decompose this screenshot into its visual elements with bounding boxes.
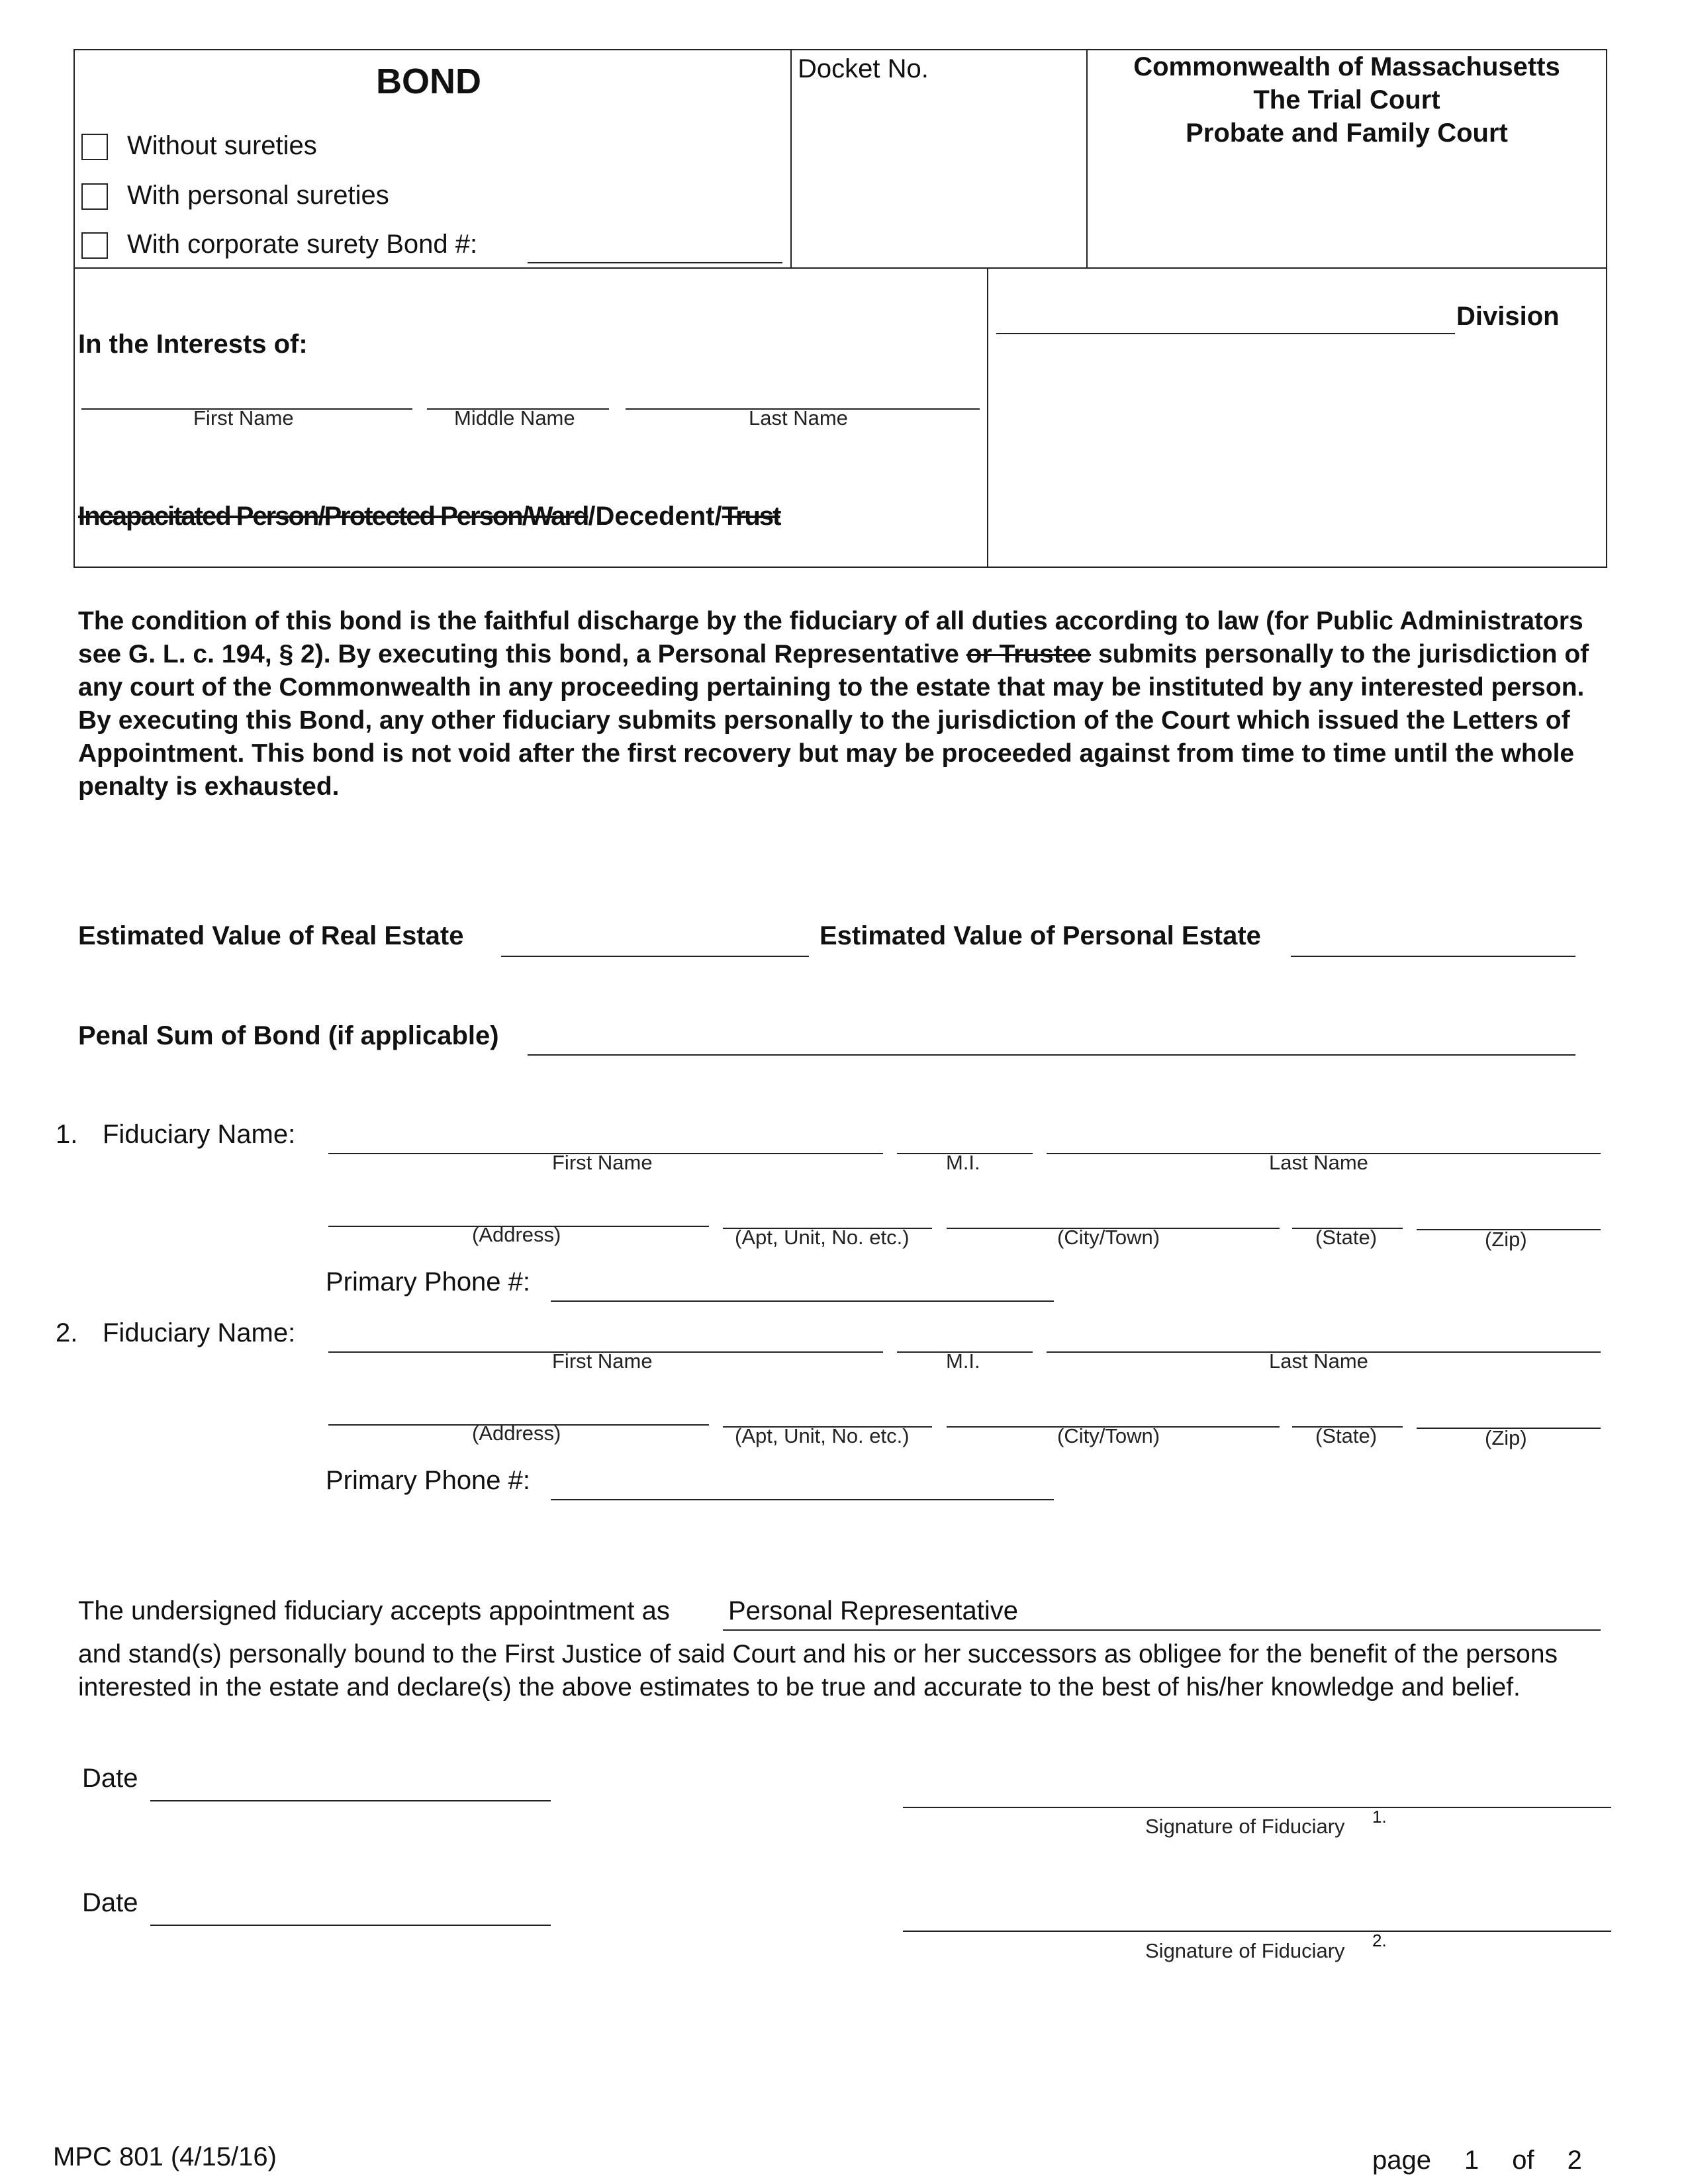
fiduciary-2-zip-caption: (Zip) xyxy=(1485,1426,1527,1449)
interest-role xyxy=(78,502,780,531)
date-1-label: Date xyxy=(82,1764,138,1793)
checkbox-personal-sureties-label: With personal sureties xyxy=(127,181,389,210)
acceptance-lead: The undersigned fiduciary accepts appointment as xyxy=(78,1596,670,1625)
date-2-label: Date xyxy=(82,1888,138,1917)
division-field[interactable] xyxy=(996,333,1455,334)
docket-number-field[interactable] xyxy=(794,93,1079,258)
fiduciary-2-address-caption: (Address) xyxy=(472,1422,561,1445)
acceptance-body: and stand(s) personally bound to the First Justice of said Court and his or her successors as obligee for the benefit of the persons interested in the estate and declare(s) the above estimates to be true and accurate to the best of his/her knowledge and belief. xyxy=(78,1640,1558,1702)
fiduciary-1-phone-field[interactable] xyxy=(551,1300,1054,1302)
signature-2-caption: Signature of Fiduciary xyxy=(1145,1939,1345,1962)
interest-role-kept: /Decedent/ xyxy=(588,502,722,531)
fiduciary-2-first-name-caption: First Name xyxy=(552,1349,653,1373)
court-heading xyxy=(1086,50,1607,150)
appointment-role-field xyxy=(723,1629,1601,1631)
fiduciary-1-number: 1. xyxy=(56,1120,78,1149)
appointment-role-value[interactable]: Personal Representative xyxy=(728,1596,1019,1625)
court-line-1: Commonwealth of Massachusetts xyxy=(1133,52,1560,81)
fiduciary-1-label: Fiduciary Name: xyxy=(103,1120,296,1149)
court-line-2: The Trial Court xyxy=(1253,85,1440,114)
interest-last-name-caption: Last Name xyxy=(749,406,848,430)
fiduciary-1-city-caption: (City/Town) xyxy=(1057,1226,1160,1249)
court-line-3: Probate and Family Court xyxy=(1186,118,1508,148)
of-word: of xyxy=(1512,2146,1534,2175)
fiduciary-2-mi-caption: M.I. xyxy=(946,1349,980,1373)
signature-2-number: 2. xyxy=(1372,1931,1387,1950)
fiduciary-2-last-name-caption: Last Name xyxy=(1269,1349,1368,1373)
real-estate-label: Estimated Value of Real Estate xyxy=(78,921,464,950)
form-title: BOND xyxy=(376,62,481,101)
division-label: Division xyxy=(1456,302,1560,331)
fiduciary-1-apt-caption: (Apt, Unit, No. etc.) xyxy=(735,1226,910,1249)
fiduciary-1-zip-caption: (Zip) xyxy=(1485,1228,1527,1251)
date-1-field[interactable] xyxy=(150,1800,551,1801)
fiduciary-1-phone-label: Primary Phone #: xyxy=(326,1267,531,1297)
page-word: page xyxy=(1372,2146,1431,2175)
fiduciary-2-state-caption: (State) xyxy=(1315,1424,1378,1447)
interest-role-struck: Incapacitated Person/Protected Person/Ward xyxy=(78,502,588,531)
checkbox-personal-sureties[interactable] xyxy=(81,183,108,210)
page-indicator xyxy=(1372,2146,1582,2175)
fiduciary-1-state-caption: (State) xyxy=(1315,1226,1378,1249)
personal-estate-field[interactable] xyxy=(1291,956,1575,957)
checkbox-without-sureties[interactable] xyxy=(81,134,108,160)
condition-part-2: submits personally to the jurisdiction of any court of the Commonwealth in any proceeding pertaining to the estate that may be instituted by any interested person. By executing this Bond, any other fiduciary submits personally to the jurisdiction of the Court which issued the Letters of Appointment. This bond is not void after the first recovery but may be proceeded against from time to time until the whole penalty is exhausted. xyxy=(78,640,1589,801)
checkbox-corporate-surety-label: With corporate surety Bond #: xyxy=(127,230,478,259)
page-total: 2 xyxy=(1567,2146,1582,2175)
condition-struck: or Trustee xyxy=(966,640,1092,668)
interest-role-struck-2: Trust xyxy=(722,502,780,531)
fiduciary-2-phone-field[interactable] xyxy=(551,1499,1054,1500)
condition-paragraph xyxy=(78,605,1601,803)
checkbox-corporate-surety[interactable] xyxy=(81,232,108,259)
fiduciary-2-number: 2. xyxy=(56,1318,78,1347)
header-divider-1 xyxy=(790,49,792,269)
signature-1-number: 1. xyxy=(1372,1807,1387,1827)
interests-divider xyxy=(987,269,988,568)
date-2-field[interactable] xyxy=(150,1925,551,1926)
signature-1-caption: Signature of Fiduciary xyxy=(1145,1815,1345,1838)
docket-label: Docket No. xyxy=(798,54,929,83)
fiduciary-2-apt-caption: (Apt, Unit, No. etc.) xyxy=(735,1424,910,1447)
fiduciary-1-address-caption: (Address) xyxy=(472,1223,561,1246)
fiduciary-1-mi-caption: M.I. xyxy=(946,1151,980,1174)
penal-sum-label: Penal Sum of Bond (if applicable) xyxy=(78,1021,499,1050)
form-id: MPC 801 (4/15/16) xyxy=(53,2142,277,2171)
real-estate-field[interactable] xyxy=(501,956,809,957)
signature-1-field[interactable] xyxy=(903,1807,1611,1808)
interest-first-name-caption: First Name xyxy=(193,406,294,430)
fiduciary-1-last-name-caption: Last Name xyxy=(1269,1151,1368,1174)
page-number: 1 xyxy=(1464,2146,1479,2175)
interest-middle-name-caption: Middle Name xyxy=(454,406,575,430)
fiduciary-2-city-caption: (City/Town) xyxy=(1057,1424,1160,1447)
fiduciary-2-phone-label: Primary Phone #: xyxy=(326,1466,531,1495)
bond-number-field[interactable] xyxy=(528,262,782,263)
checkbox-without-sureties-label: Without sureties xyxy=(127,131,317,160)
signature-2-field[interactable] xyxy=(903,1931,1611,1932)
fiduciary-1-first-name-caption: First Name xyxy=(552,1151,653,1174)
penal-sum-field[interactable] xyxy=(528,1054,1575,1056)
interests-label: In the Interests of: xyxy=(78,330,308,359)
fiduciary-2-label: Fiduciary Name: xyxy=(103,1318,296,1347)
personal-estate-label: Estimated Value of Personal Estate xyxy=(820,921,1261,950)
condition-part-1: The condition of this bond is the faithful discharge by the fiduciary of all duties according to law (for Public Administrators see G. L. c. 194, § 2). By executing this bond, a Personal Representative xyxy=(78,607,1583,668)
